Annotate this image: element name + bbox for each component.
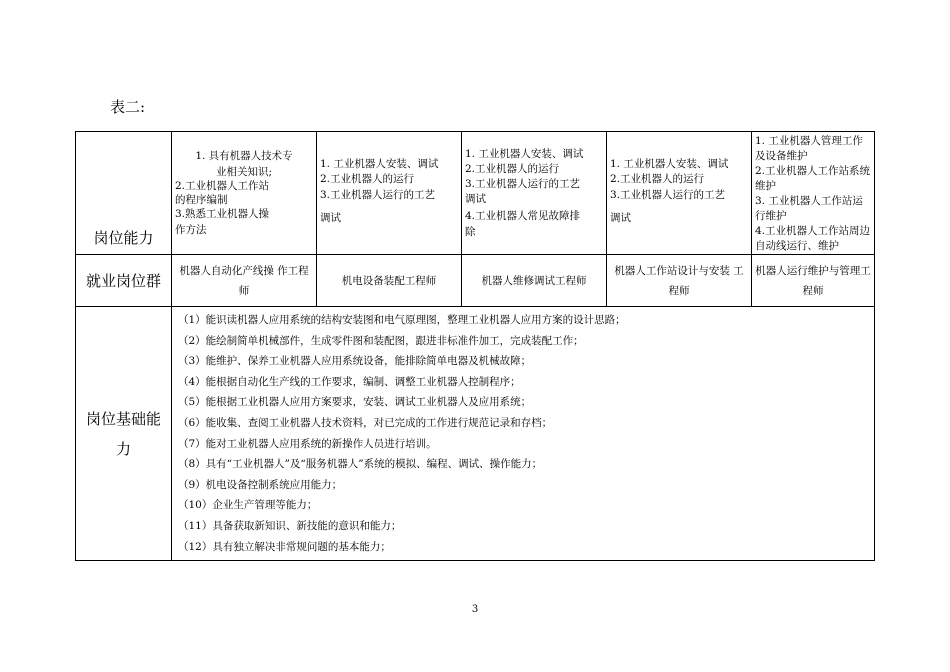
row-header-posts: 就业岗位群 — [76, 255, 172, 307]
cell-line: 机器人维修调试工程师 — [481, 274, 587, 287]
ability-cell-3 — [462, 132, 607, 255]
cell-line: 2.工业机器人工作站 — [175, 180, 270, 192]
cell-line: 3. 工业机器人工作站运 — [755, 195, 863, 207]
cell-line: 的程序编制 — [175, 194, 228, 206]
basic-ability-list — [172, 307, 875, 561]
job-ability-table — [75, 131, 875, 561]
cell-line: 1. 工业机器人安装、调试 — [320, 157, 439, 170]
post-cell-1 — [172, 255, 317, 307]
cell-line: 4.工业机器人工作站周边 — [755, 225, 871, 237]
row-header-ability: 岗位能力 — [76, 132, 172, 255]
list-item: （9）机电设备控制系统应用能力； — [178, 478, 343, 491]
post-cell-3 — [462, 255, 607, 307]
cell-line: 自动线运行、维护 — [755, 240, 839, 252]
row-header-line: 力 — [115, 439, 131, 458]
list-item: （4）能根据自动化生产线的工作要求，编制、调整工业机器人控制程序； — [178, 375, 521, 388]
list-item: （11）具备获取新知识、新技能的意识和能力； — [178, 519, 402, 532]
cell-line: 1. 具有机器人技术专 — [195, 150, 293, 162]
cell-line: 工程师 — [668, 264, 744, 297]
cell-line: 2.工业机器人工作站系统 — [755, 165, 871, 177]
list-item: （2）能绘制简单机械部件，生成零件图和装配图，跟进非标准件加工，完成装配工作； — [178, 334, 584, 347]
list-item: （3）能维护、保养工业机器人应用系统设备，能排除简单电器及机械故障； — [178, 355, 532, 368]
cell-line: 1. 工业机器人安装、调试 — [610, 157, 729, 170]
ability-cell-2 — [317, 132, 462, 255]
cell-line: 除 — [465, 225, 476, 238]
cell-line: 及设备维护 — [755, 150, 808, 162]
row-header-basic — [76, 307, 172, 561]
cell-line: 2.工业机器人的运行 — [610, 172, 705, 185]
cell-line: 程师 — [802, 284, 824, 297]
list-item: （12）具有独立解决非常规问题的基本能力； — [178, 540, 391, 553]
row-header-line: 岗位基础能 — [85, 409, 161, 428]
table-caption: 表二: — [110, 98, 146, 116]
cell-line: 2.工业机器人的运行 — [465, 162, 560, 175]
ability-cell-4 — [607, 132, 752, 255]
cell-line: 4.工业机器人常见故障排 — [465, 209, 581, 222]
cell-line: 3.工业机器人运行的工艺 — [465, 177, 581, 190]
cell-line: 3.熟悉工业机器人操 — [175, 208, 270, 220]
cell-line: 维护 — [755, 180, 776, 192]
list-item: （8）具有“工业机器人”及“服务机器人”系统的模拟、编程、调试、操作能力； — [178, 458, 543, 471]
ability-cell-1 — [172, 132, 317, 255]
list-item: （7）能对工业机器人应用系统的新操作人员进行培训。 — [178, 437, 437, 450]
post-cell-5 — [752, 255, 875, 307]
list-item: （5）能根据工业机器人应用方案要求，安装、调试工业机器人及应用系统； — [178, 396, 532, 409]
list-item: （6）能收集、查阅工业机器人技术资料，对已完成的工作进行规范记录和存档； — [178, 416, 553, 429]
cell-line: 1. 工业机器人管理工作 — [755, 135, 863, 147]
post-cell-2 — [317, 255, 462, 307]
cell-line: 行维护 — [755, 210, 787, 222]
cell-line: 机器人自动化产线操 — [179, 264, 274, 277]
post-cell-4 — [607, 255, 752, 307]
cell-line: 作工程师 — [238, 264, 309, 297]
cell-line: 机电设备装配工程师 — [341, 274, 437, 287]
table-row-posts — [76, 255, 875, 307]
page-number: 3 — [471, 604, 479, 615]
cell-line: 3.工业机器人运行的工艺 — [610, 188, 726, 201]
list-item: （1）能识读机器人应用系统的结构安装图和电气原理图，整理工业机器人应用方案的设计思路； — [178, 314, 626, 326]
cell-line: 业相关知识; — [215, 166, 273, 178]
cell-line: 2.工业机器人的运行 — [320, 172, 415, 185]
cell-line: 调试 — [320, 211, 341, 224]
cell-line: 调试 — [465, 192, 486, 205]
cell-line: 3.工业机器人运行的工艺 — [320, 188, 436, 201]
table-row-basic — [76, 307, 875, 561]
ability-cell-5 — [752, 132, 875, 255]
table-row-ability — [76, 132, 875, 255]
cell-line: 机器人运行维护与管理工 — [755, 264, 871, 277]
cell-line: 机器人工作站设计与安装 — [614, 264, 730, 277]
cell-line: 作方法 — [175, 224, 207, 236]
cell-line: 1. 工业机器人安装、调试 — [465, 147, 584, 160]
cell-line: 调试 — [610, 211, 631, 224]
list-item: （10）企业生产管理等能力； — [178, 499, 318, 512]
